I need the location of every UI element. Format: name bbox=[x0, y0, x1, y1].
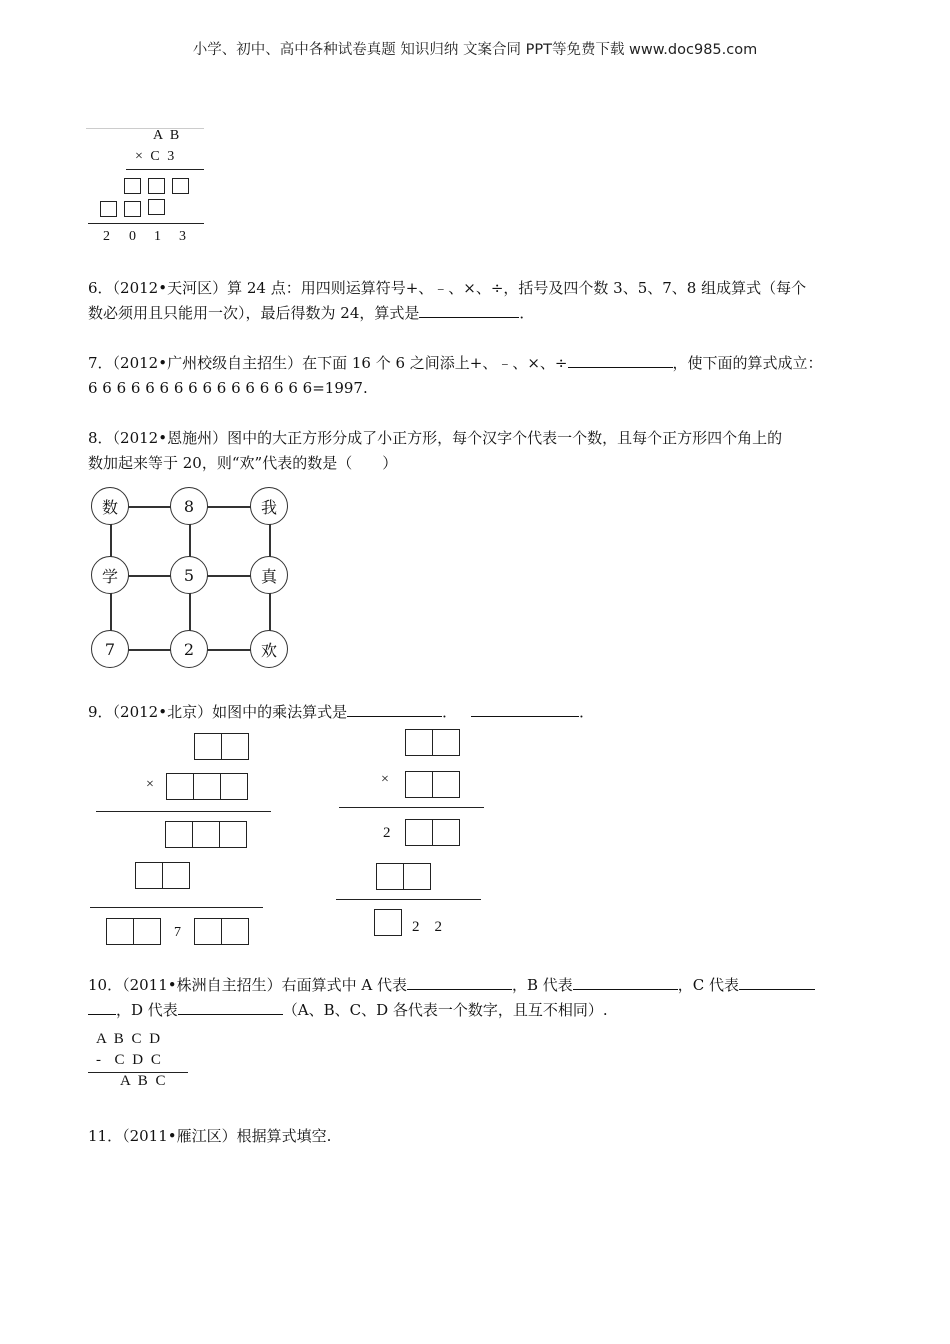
page-header: 小学、初中、高中各种试卷真题 知识归纳 文案合同 PPT等免费下载 www.doc985.com bbox=[192, 42, 758, 58]
fig5-result-digit: 0 bbox=[129, 229, 136, 244]
fig5-result-digit: 3 bbox=[179, 229, 186, 244]
question-text: ，D 代表 bbox=[116, 1001, 178, 1019]
question-number: 10． bbox=[88, 976, 123, 994]
fig10-row1: A B C D bbox=[96, 1031, 163, 1047]
question-source: （2012•天河区） bbox=[112, 279, 228, 297]
digit-box bbox=[432, 819, 460, 846]
digit-box bbox=[106, 918, 134, 945]
question-11 bbox=[88, 1124, 863, 1149]
grid-node: 欢 bbox=[250, 630, 288, 668]
product-line bbox=[96, 811, 271, 812]
question-text: 算 24 点：用四则运算符号+、﹣、×、÷，括号及四个数 3、5、7、8 组成算式（每个 bbox=[227, 279, 807, 297]
question-number: 9． bbox=[88, 703, 113, 721]
question-6 bbox=[88, 276, 863, 326]
question-source: （2012•恩施州） bbox=[112, 429, 228, 447]
digit-box bbox=[166, 773, 194, 800]
digit-box bbox=[135, 862, 163, 889]
product-line bbox=[339, 807, 484, 808]
fixed-digit: 7 bbox=[174, 925, 181, 940]
digit-box bbox=[221, 733, 249, 760]
fig5-result-digit: 2 bbox=[103, 229, 110, 244]
digit-box bbox=[405, 729, 433, 756]
fig5-row2: × C 3 bbox=[135, 149, 177, 164]
grid-node: 我 bbox=[250, 487, 288, 525]
digit-box bbox=[405, 771, 433, 798]
fig5-line2 bbox=[88, 223, 204, 224]
punctuation: ． bbox=[519, 304, 535, 322]
question-text: 如图中的乘法算式是 bbox=[212, 703, 348, 721]
fig5-result-digit: 1 bbox=[154, 229, 161, 244]
question-text: 图中的大正方形分成了小正方形，每个汉字个代表一个数，且每个正方形四个角上的 bbox=[227, 429, 783, 447]
digit-box bbox=[100, 201, 117, 217]
grid-node: 数 bbox=[91, 487, 129, 525]
digit-box bbox=[124, 178, 141, 194]
punctuation: ． bbox=[442, 703, 458, 721]
question-7 bbox=[88, 351, 863, 401]
question-text: 在下面 16 个 6 之间添上+、﹣、×、÷ bbox=[302, 354, 568, 372]
digit-box bbox=[220, 773, 248, 800]
digit-box bbox=[133, 918, 161, 945]
digit-box bbox=[148, 178, 165, 194]
digit-box bbox=[374, 909, 402, 936]
punctuation: ． bbox=[579, 703, 595, 721]
question-text: 6 6 6 6 6 6 6 6 6 6 6 6 6 6 6 6=1997. bbox=[88, 379, 368, 397]
digit-box bbox=[172, 178, 189, 194]
fig10-row3: A B C bbox=[120, 1073, 168, 1089]
question-8 bbox=[88, 426, 863, 476]
answer-blank-continued[interactable] bbox=[88, 1014, 116, 1015]
question-number: 7． bbox=[88, 354, 113, 372]
question-text: 数必须用且只能用一次），最后得数为 24，算式是 bbox=[88, 304, 420, 322]
answer-blank[interactable] bbox=[419, 317, 519, 318]
question-number: 6． bbox=[88, 279, 113, 297]
digit-box bbox=[194, 733, 222, 760]
answer-blank[interactable] bbox=[407, 989, 512, 990]
question-text: 数加起来等于 20，则“欢”代表的数是（ ） bbox=[88, 454, 398, 472]
fig5-line1 bbox=[126, 169, 204, 170]
digit-box bbox=[403, 863, 431, 890]
fig10-row2: - C D C bbox=[96, 1052, 163, 1068]
digit-box bbox=[193, 773, 221, 800]
digit-box bbox=[148, 199, 165, 215]
digit-box bbox=[376, 863, 404, 890]
digit-box bbox=[221, 918, 249, 945]
question-text: ，C 代表 bbox=[677, 976, 740, 994]
answer-blank[interactable] bbox=[739, 989, 815, 990]
grid-node: 8 bbox=[170, 487, 208, 525]
grid-node: 7 bbox=[91, 630, 129, 668]
fig5-top-line bbox=[86, 128, 204, 129]
question-text: （A、B、C、D 各代表一个数字，且互不相同）. bbox=[282, 1001, 608, 1019]
question-9 bbox=[88, 700, 863, 725]
fig5-row1: A B bbox=[153, 128, 182, 143]
question-source: （2012•北京） bbox=[112, 703, 213, 721]
question-text: ，使下面的算式成立： bbox=[672, 354, 823, 372]
question-10 bbox=[88, 973, 863, 1023]
question-text: 右面算式中 A 代表 bbox=[281, 976, 407, 994]
digit-box bbox=[165, 821, 193, 848]
sum-line bbox=[336, 899, 481, 900]
fixed-digits: 2 2 bbox=[412, 919, 443, 935]
digit-box bbox=[194, 918, 222, 945]
answer-blank[interactable] bbox=[568, 367, 673, 368]
times-sign: × bbox=[146, 777, 154, 792]
digit-box bbox=[162, 862, 190, 889]
digit-box bbox=[432, 729, 460, 756]
grid-node: 真 bbox=[250, 556, 288, 594]
question-source: （2011•株洲自主招生） bbox=[122, 976, 282, 994]
grid-node: 2 bbox=[170, 630, 208, 668]
answer-blank[interactable] bbox=[471, 716, 579, 717]
question-text: 根据算式填空. bbox=[236, 1127, 332, 1145]
question-number: 11． bbox=[88, 1127, 123, 1145]
question-text: ，B 代表 bbox=[512, 976, 573, 994]
answer-blank[interactable] bbox=[178, 1014, 283, 1015]
question-source: （2012•广州校级自主招生） bbox=[112, 354, 303, 372]
question-source: （2011•雁江区） bbox=[122, 1127, 237, 1145]
question-number: 8． bbox=[88, 429, 113, 447]
digit-box bbox=[405, 819, 433, 846]
digit-box bbox=[432, 771, 460, 798]
grid-node: 学 bbox=[91, 556, 129, 594]
answer-blank[interactable] bbox=[347, 716, 442, 717]
answer-blank[interactable] bbox=[573, 989, 678, 990]
digit-box bbox=[219, 821, 247, 848]
fixed-digit: 2 bbox=[383, 825, 391, 841]
sum-line bbox=[90, 907, 263, 908]
digit-box bbox=[124, 201, 141, 217]
times-sign: × bbox=[381, 772, 389, 787]
grid-node: 5 bbox=[170, 556, 208, 594]
digit-box bbox=[192, 821, 220, 848]
